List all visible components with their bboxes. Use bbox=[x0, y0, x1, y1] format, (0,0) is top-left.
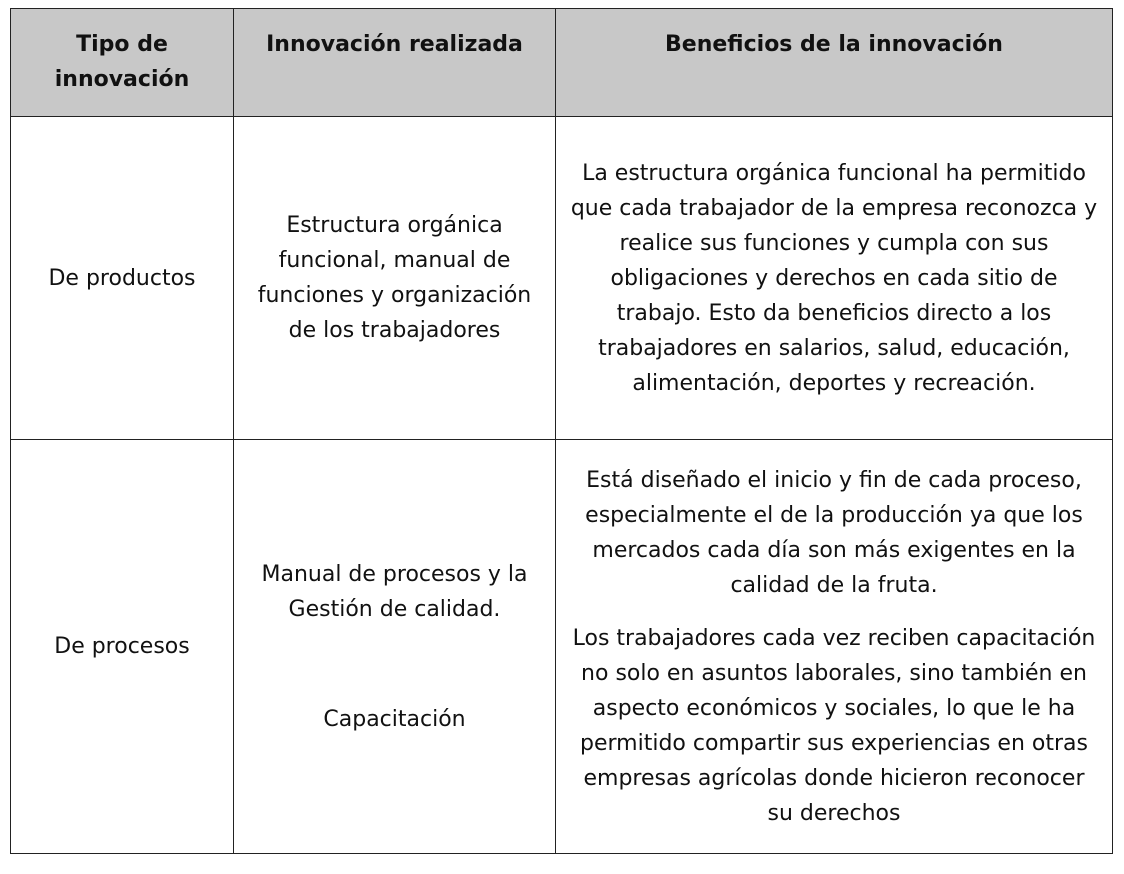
spacer bbox=[248, 627, 541, 702]
table-header-row bbox=[11, 9, 1113, 117]
cell-type-processes: De procesos bbox=[11, 440, 234, 854]
cell-benefits-processes bbox=[556, 440, 1113, 854]
innovation-item-manual: Manual de procesos y la Gestión de calidad. bbox=[261, 561, 528, 622]
table-row bbox=[11, 117, 1113, 440]
cell-benefits-products bbox=[556, 117, 1113, 440]
benefit-paragraph: La estructura orgánica funcional ha permitido que cada trabajador de la empresa reconozca y realice sus funciones y cumpla con sus obligaciones y derechos en cada sitio de trabajo. Esto da beneficios directo a los trabajadores en salarios, salud, educación, alimentación, deportes y recreación. bbox=[570, 160, 1098, 396]
table-row bbox=[11, 440, 1113, 854]
cell-innovation-processes bbox=[234, 440, 556, 854]
cell-type-products: De productos bbox=[11, 117, 234, 440]
innovation-table bbox=[10, 8, 1113, 854]
benefit-paragraph: Está diseñado el inicio y fin de cada proceso, especialmente el de la producción ya que los mercados cada día son más exigentes en la calidad de la fruta. bbox=[585, 467, 1083, 598]
header-innovacion-realizada: Innovación realizada bbox=[234, 9, 556, 117]
header-beneficios: Beneficios de la innovación bbox=[556, 9, 1113, 117]
benefit-paragraph: Los trabajadores cada vez reciben capacitación no solo en asuntos laborales, sino también en aspecto económicos y sociales, lo que le ha permitido compartir sus experiencias en otras empresas agrícolas donde hicieron reconocer su derechos bbox=[572, 625, 1096, 826]
innovation-item-capacitacion: Capacitación bbox=[323, 706, 466, 732]
header-tipo-de-innovacion: Tipo de innovación bbox=[11, 9, 234, 117]
cell-innovation-products: Estructura orgánica funcional, manual de funciones y organización de los trabajadores bbox=[234, 117, 556, 440]
